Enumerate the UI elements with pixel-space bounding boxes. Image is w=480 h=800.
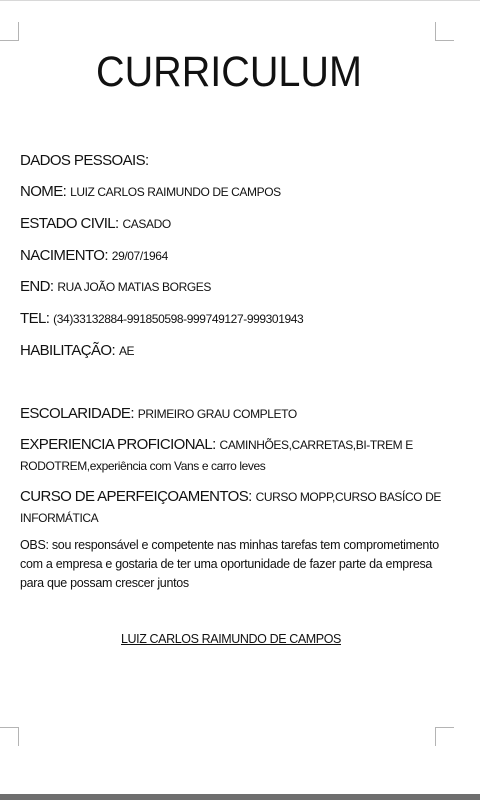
field-value: 29/07/1964 — [111, 249, 168, 263]
field-value: (34)33132884-991850598-999749127-999301943 — [53, 312, 304, 326]
field-label: ESTADO CIVIL: — [20, 215, 119, 232]
field-experience — [20, 434, 450, 476]
field-label: EXPERIENCIA PROFICIONAL: — [20, 436, 216, 453]
field-label: NOME: — [20, 183, 67, 200]
corner-mark-bottom-right — [435, 727, 454, 746]
field-label: HABILITAÇÃO: — [20, 342, 116, 359]
section-label: DADOS PESSOAIS: — [20, 152, 149, 169]
field-license — [20, 340, 450, 361]
section-personal-heading — [20, 150, 450, 171]
bottom-scroll-bar — [0, 794, 480, 800]
field-address — [20, 276, 450, 297]
field-label: CURSO DE APERFEIÇOAMENTOS: — [20, 488, 252, 505]
page-top-edge — [0, 0, 480, 1]
signature-line: LUIZ CARLOS RAIMUNDO DE CAMPOS — [121, 632, 341, 646]
field-phone — [20, 308, 450, 329]
field-birth-date — [20, 245, 450, 266]
corner-mark-bottom-left — [0, 727, 19, 746]
observations-paragraph: OBS: sou responsável e competente nas minhas tarefas tem comprometimento com a empresa e gostaria de ter uma oportunidade de fazer parte da empresa para que possam crescer juntos — [20, 538, 439, 590]
field-value: RUA JOÃO MATIAS BORGES — [57, 280, 212, 294]
field-label: NACIMENTO: — [20, 247, 108, 264]
field-education — [20, 403, 450, 424]
corner-mark-top-left — [0, 22, 19, 41]
field-label: TEL: — [20, 310, 50, 327]
field-label: END: — [20, 278, 54, 295]
field-value: CASADO — [122, 217, 171, 231]
field-name — [20, 181, 450, 202]
document-title: CURRICULUM — [96, 48, 362, 96]
field-value: CURSO MOPP,CURSO BASÍCO DE INFORMÁTICA — [20, 490, 441, 525]
field-value: LUIZ CARLOS RAIMUNDO DE CAMPOS — [70, 185, 281, 199]
field-label: ESCOLARIDADE: — [20, 405, 134, 422]
field-value: AE — [118, 344, 135, 358]
field-civil-status — [20, 213, 450, 234]
field-value: CAMINHÕES,CARRETAS,BI-TREM E RODOTREM,experiência com Vans e carro leves — [20, 438, 413, 473]
field-courses — [20, 486, 450, 528]
corner-mark-top-right — [435, 22, 454, 41]
field-value: PRIMEIRO GRAU COMPLETO — [137, 407, 297, 421]
